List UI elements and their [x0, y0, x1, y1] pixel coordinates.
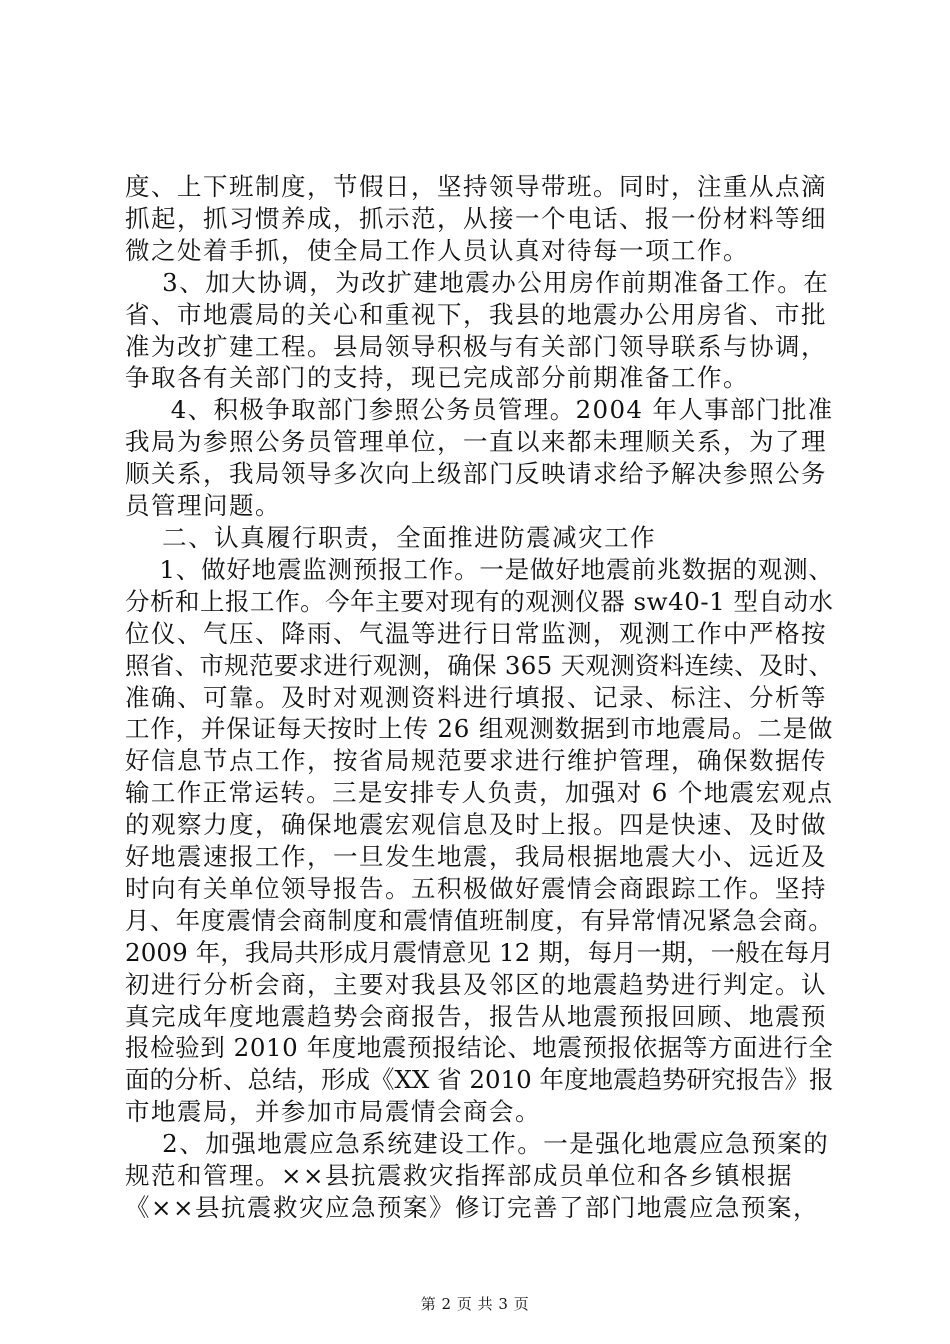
page-footer: 第 2 页 共 3 页 — [420, 1295, 530, 1313]
text-line: 度、上下班制度，节假日，坚持领导带班。同时，注重从点滴 — [125, 172, 827, 201]
text-line: 3、加大协调，为改扩建地震办公用房作前期准备工作。在 — [125, 267, 830, 297]
text-line: 照省、市规范要求进行观测，确保 365 天观测资料连续、及时、 — [125, 650, 834, 680]
body-text — [125, 171, 835, 1224]
text-line: 准为改扩建工程。县局领导积极与有关部门领导联系与协调， — [125, 331, 827, 361]
text-line: 2009 年，我局共形成月震情意见 12 期，每月一期，一般在每月 — [125, 937, 834, 967]
text-line: 位仪、气压、降雨、气温等进行日常监测，观测工作中严格按 — [125, 618, 827, 648]
text-line: 抓起，抓习惯养成，抓示范，从接一个电话、报一份材料等细 — [125, 203, 827, 233]
text-line: 顺关系，我局领导多次向上级部门反映请求给予解决参照公务 — [125, 459, 827, 489]
text-line: 月、年度震情会商制度和震情值班制度，有异常情况紧急会商。 — [125, 905, 834, 935]
text-line: 员管理问题。 — [125, 491, 281, 521]
text-line: 好信息节点工作，按省局规范要求进行维护管理，确保数据传 — [125, 746, 827, 776]
text-line: 我局为参照公务员管理单位，一直以来都未理顺关系，为了理 — [125, 427, 827, 457]
text-line: 省、市地震局的关心和重视下，我县的地震办公用房省、市批 — [125, 299, 827, 329]
text-line: 真完成年度地震趋势会商报告，报告从地震预报回顾、地震预 — [125, 1001, 827, 1031]
text-line: 输工作正常运转。三是安排专人负责，加强对 6 个地震宏观点 — [125, 778, 834, 808]
text-line: 初进行分析会商，主要对我县及邻区的地震趋势进行判定。认 — [125, 969, 827, 999]
text-line: 面的分析、总结，形成《XX 省 2010 年度地震趋势研究报告》报 — [125, 1065, 834, 1095]
text-line: 准确、可靠。及时对观测资料进行填报、记录、标注、分析等 — [125, 682, 827, 712]
text-line: 好地震速报工作，一旦发生地震，我局根据地震大小、远近及 — [125, 842, 827, 872]
text-line: 工作，并保证每天按时上传 26 组观测数据到市地震局。二是做 — [125, 714, 834, 744]
text-line: 4、积极争取部门参照公务员管理。2004 年人事部门批准 — [125, 395, 834, 425]
text-line: 争取各有关部门的支持，现已完成部分前期准备工作。 — [125, 363, 749, 393]
text-line: 规范和管理。××县抗震救灾指挥部成员单位和各乡镇根据 — [125, 1161, 794, 1191]
text-line: 时向有关单位领导报告。五积极做好震情会商跟踪工作。坚持 — [125, 873, 827, 903]
text-line: 分析和上报工作。今年主要对现有的观测仪器 sw40-1 型自动水 — [125, 586, 834, 616]
text-line: 1、做好地震监测预报工作。一是做好地震前兆数据的观测、 — [125, 554, 834, 584]
text-line: 《××县抗震救灾应急预案》修订完善了部门地震应急预案， — [125, 1193, 820, 1222]
text-line: 市地震局，并参加市局震情会商会。 — [125, 1097, 541, 1127]
text-line: 的观察力度，确保地震宏观信息及时上报。四是快速、及时做 — [125, 810, 827, 840]
text-line: 微之处着手抓，使全局工作人员认真对待每一项工作。 — [125, 235, 749, 265]
text-line: 2、加强地震应急系统建设工作。一是强化地震应急预案的 — [125, 1129, 830, 1159]
text-line: 二、认真履行职责，全面推进防震减灾工作 — [125, 522, 657, 552]
text-line: 报检验到 2010 年度地震预报结论、地震预报依据等方面进行全 — [125, 1033, 834, 1063]
